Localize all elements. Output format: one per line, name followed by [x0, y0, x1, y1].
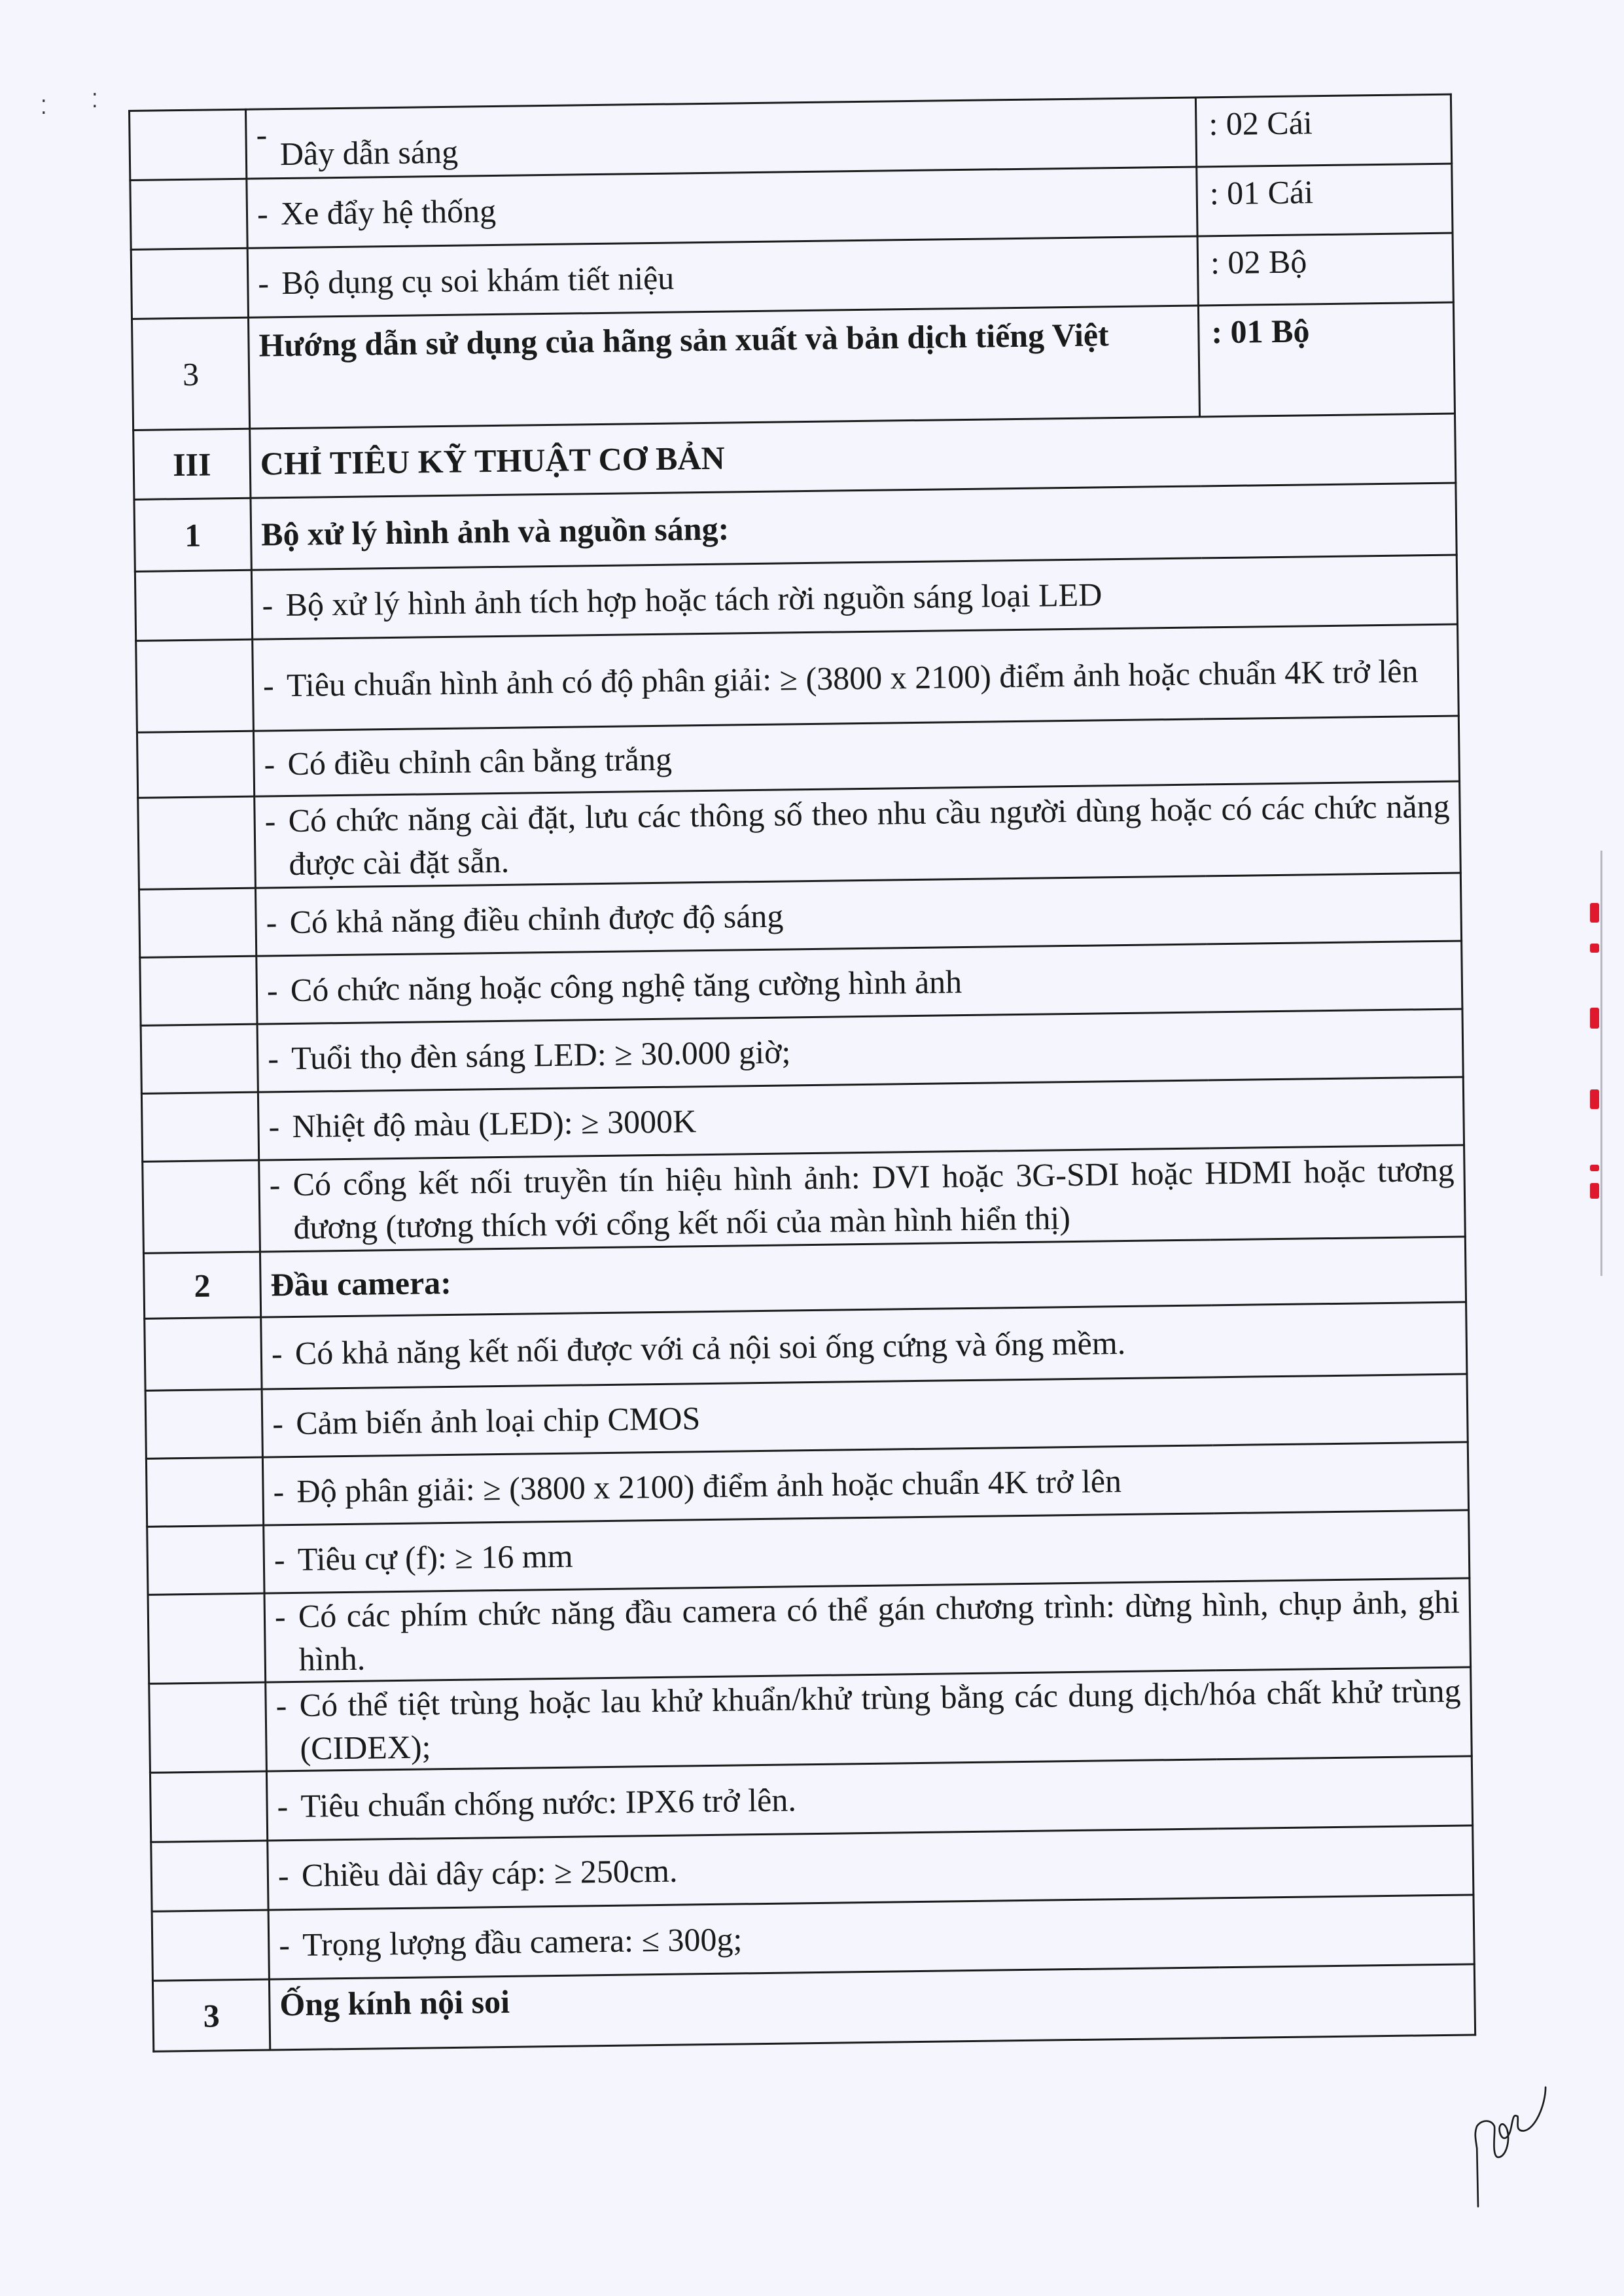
section-number: III: [133, 429, 251, 499]
item-text: Có thể tiệt trùng hoặc lau khử khuẩn/khử trùng bằng các dung dịch/hóa chất khử trùng (CIDEX);: [299, 1672, 1461, 1767]
item-text: Tuổi thọ đèn sáng LED: ≥ 30.000 giờ;: [291, 1033, 791, 1076]
row-description: [247, 167, 1197, 248]
bullet-dash: -: [277, 1787, 289, 1824]
item-text: Có khả năng điều chỉnh được độ sáng: [289, 897, 784, 940]
row-quantity: : 02 Bộ: [1197, 233, 1453, 306]
table-row: [136, 624, 1459, 732]
item-text: Có các phím chức năng đầu camera có thể gán chương trình: dừng hình, chụp ảnh, ghi hình.: [298, 1583, 1460, 1678]
item-text: Tiêu chuẩn hình ảnh có độ phân giải: ≥ (3800 x 2100) điểm ảnh hoặc chuẩn 4K trở lên: [286, 652, 1419, 703]
row-description: [264, 1578, 1471, 1682]
item-text: Có cổng kết nối truyền tín hiệu hình ảnh: DVI hoặc 3G-SDI hoặc HDMI hoặc tương đương (tương thích với cổng kết nối của màn hình hiển thị): [292, 1151, 1455, 1246]
row-description: [247, 236, 1198, 317]
row-quantity: : 02 Cái: [1195, 94, 1451, 167]
item-text: Xe đẩy hệ thống: [280, 192, 497, 232]
row-number: [150, 1771, 267, 1842]
row-number: [141, 1024, 258, 1093]
item-text: Trọng lượng đầu camera: ≤ 300g;: [302, 1920, 743, 1963]
bullet-dash: -: [274, 1540, 285, 1578]
bullet-dash: -: [275, 1686, 287, 1723]
bullet-dash: -: [274, 1597, 286, 1634]
group-number: 1: [134, 498, 251, 571]
item-text: Dây dẫn sáng: [279, 133, 459, 172]
handwritten-signature: [1439, 2061, 1590, 2218]
scan-speck: ⁚: [41, 97, 47, 118]
row-number: [145, 1317, 262, 1390]
bullet-dash: -: [262, 666, 275, 703]
item-text: Có điều chỉnh cân bằng trắng: [287, 740, 673, 782]
bullet-dash: -: [267, 1039, 279, 1076]
row-number: [140, 956, 257, 1025]
section-title: CHỈ TIÊU KỸ THUẬT CƠ BẢN: [250, 414, 1456, 498]
item-text: Bộ dụng cụ soi khám tiết niệu: [281, 259, 675, 301]
row-description: [266, 1667, 1472, 1771]
bullet-dash: -: [266, 903, 277, 940]
bullet-dash: -: [273, 1472, 285, 1510]
row-number: [130, 109, 247, 180]
group-number: 2: [143, 1252, 260, 1318]
row-description: [259, 1145, 1466, 1252]
bullet-dash: -: [256, 115, 268, 153]
row-number: [131, 248, 248, 319]
item-text: Tiêu cự (f): ≥ 16 mm: [297, 1537, 573, 1578]
table-row: [149, 1667, 1472, 1773]
row-number: [146, 1457, 263, 1527]
bullet-dash: -: [264, 745, 275, 782]
item-text: Có chức năng cài đặt, lưu các thông số theo nhu cầu người dùng hoặc có các chức năng được cài đặt sẵn.: [288, 787, 1450, 882]
row-number: [145, 1389, 262, 1458]
row-number: [137, 731, 254, 798]
table-row: [143, 1145, 1466, 1253]
item-text: Độ phân giải: ≥ (3800 x 2100) điểm ảnh hoặc chuẩn 4K trở lên: [296, 1462, 1122, 1510]
group-title: Ống kính nội soi: [269, 1964, 1475, 2050]
row-number: [138, 796, 256, 889]
row-quantity: : 01 Cái: [1197, 164, 1453, 236]
row-number: [143, 1160, 260, 1253]
scan-speck: ⁚: [92, 90, 98, 112]
row-description: [246, 97, 1197, 179]
row-description: [255, 781, 1461, 888]
row-description: [253, 624, 1459, 731]
table-row: [138, 781, 1461, 889]
bullet-dash: -: [271, 1334, 283, 1371]
row-number: [139, 888, 256, 957]
bullet-dash: -: [278, 1926, 291, 1963]
item-text: Chiều dài dây cáp: ≥ 250cm.: [301, 1852, 678, 1894]
row-number: [148, 1593, 266, 1684]
table-row: [132, 302, 1455, 430]
bullet-dash: -: [262, 586, 274, 623]
bullet-dash: -: [269, 1165, 281, 1203]
bullet-dash: -: [272, 1404, 284, 1441]
row-number: [149, 1682, 267, 1773]
item-text: Bộ xử lý hình ảnh tích hợp hoặc tách rời nguồn sáng loại LED: [285, 575, 1103, 623]
row-quantity: : 01 Bộ: [1198, 302, 1455, 417]
item-text: Cảm biến ảnh loại chip CMOS: [295, 1399, 701, 1441]
row-number: [152, 1910, 269, 1981]
item-text: Có chức năng hoặc công nghệ tăng cường hình ảnh: [290, 963, 962, 1008]
item-text: Tiêu chuẩn chống nước: IPX6 trở lên.: [300, 1780, 797, 1824]
row-number: [130, 179, 247, 249]
group-number: 3: [152, 1979, 270, 2051]
row-number: [141, 1092, 258, 1161]
bullet-dash: -: [268, 1107, 280, 1144]
table-row: [148, 1578, 1471, 1684]
row-number: [151, 1841, 268, 1911]
bullet-dash: -: [266, 971, 278, 1008]
bullet-dash: -: [264, 802, 276, 839]
spec-table-wrapper: [128, 94, 1474, 2053]
row-number: 3: [132, 317, 250, 430]
row-number: [135, 570, 252, 641]
row-number: [147, 1525, 264, 1595]
group-title: Bộ xử lý hình ảnh và nguồn sáng:: [251, 483, 1456, 570]
spec-table: [128, 94, 1476, 2053]
row-description: Hướng dẫn sử dụng của hãng sản xuất và bản dịch tiếng Việt: [249, 306, 1200, 429]
bullet-dash: -: [257, 264, 270, 302]
bullet-dash: -: [277, 1856, 289, 1894]
item-text: Có khả năng kết nối được với cả nội soi ống cứng và ống mềm.: [294, 1324, 1126, 1371]
bullet-dash: -: [256, 194, 269, 232]
item-text: Nhiệt độ màu (LED): ≥ 3000K: [292, 1102, 697, 1144]
red-stamp-fragment: [1590, 903, 1603, 1230]
row-number: [136, 639, 254, 732]
group-title: Đầu camera:: [260, 1237, 1466, 1317]
